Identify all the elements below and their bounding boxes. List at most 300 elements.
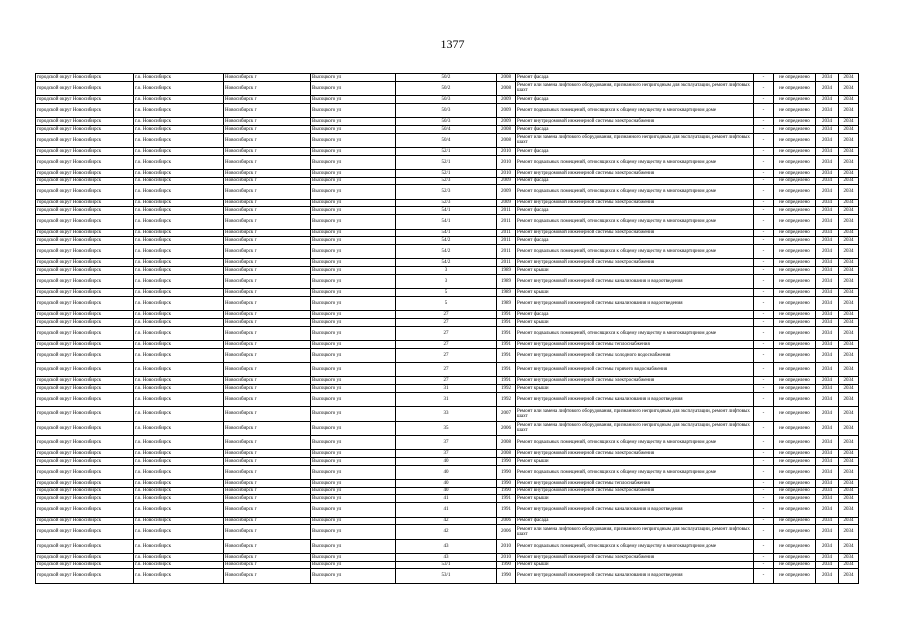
- house-cell: 50/3: [396, 103, 497, 117]
- page-number: 1377: [440, 37, 465, 51]
- municipality-cell: городской округ Новосибирск: [36, 118, 134, 126]
- street-cell: Высоцкого ул: [311, 96, 396, 104]
- end-year-cell: 2034: [839, 480, 859, 488]
- end-year-cell: 2034: [839, 81, 859, 95]
- house-cell: 54/2: [396, 244, 497, 258]
- municipality-cell: городской округ Новосибирск: [36, 480, 134, 488]
- work-type-cell: Ремонт внутридомовой инженерной системы канализования и водоотведения: [516, 274, 754, 288]
- method-cell: не определено: [774, 465, 816, 479]
- house-cell: 3: [396, 266, 497, 274]
- street-cell: Высоцкого ул: [311, 81, 396, 95]
- district-cell: г.о. Новосибирск: [134, 503, 224, 517]
- street-cell: Высоцкого ул: [311, 266, 396, 274]
- house-cell: 42: [396, 525, 497, 539]
- city-cell: Новосибирск г: [224, 487, 311, 495]
- end-year-cell: 2034: [839, 487, 859, 495]
- table-row: [36, 450, 859, 458]
- year-cell: 1992: [497, 392, 516, 406]
- method-cell: не определено: [774, 147, 816, 155]
- house-cell: 54/2: [396, 237, 497, 245]
- cost-cell: -: [754, 147, 774, 155]
- end-year-cell: 2034: [839, 170, 859, 178]
- start-year-cell: 2034: [816, 311, 839, 319]
- method-cell: не определено: [774, 96, 816, 104]
- table-row: [36, 81, 859, 95]
- street-cell: Высоцкого ул: [311, 326, 396, 340]
- street-cell: Высоцкого ул: [311, 385, 396, 393]
- end-year-cell: 2034: [839, 103, 859, 117]
- year-cell: 2010: [497, 554, 516, 562]
- work-type-cell: Ремонт внутридомовой инженерной системы теплоснабжения: [516, 480, 754, 488]
- cost-cell: -: [754, 480, 774, 488]
- city-cell: Новосибирск г: [224, 554, 311, 562]
- cost-cell: -: [754, 133, 774, 147]
- start-year-cell: 2034: [816, 525, 839, 539]
- cost-cell: -: [754, 259, 774, 267]
- cost-cell: -: [754, 155, 774, 169]
- method-cell: не определено: [774, 133, 816, 147]
- municipality-cell: городской округ Новосибирск: [36, 392, 134, 406]
- table-row: [36, 311, 859, 319]
- street-cell: Высоцкого ул: [311, 259, 396, 267]
- house-cell: 27: [396, 348, 497, 362]
- work-type-cell: Ремонт внутридомовой инженерной системы электроснабжения: [516, 259, 754, 267]
- work-type-cell: Ремонт внутридомовой инженерной системы электроснабжения: [516, 229, 754, 237]
- table-row: [36, 539, 859, 553]
- end-year-cell: 2034: [839, 147, 859, 155]
- city-cell: Новосибирск г: [224, 185, 311, 199]
- city-cell: Новосибирск г: [224, 435, 311, 449]
- cost-cell: -: [754, 377, 774, 385]
- district-cell: г.о. Новосибирск: [134, 133, 224, 147]
- street-cell: Высоцкого ул: [311, 495, 396, 503]
- start-year-cell: 2034: [816, 185, 839, 199]
- work-type-cell: Ремонт внутридомовой инженерной системы канализования и водоотведения: [516, 569, 754, 583]
- year-cell: 1989: [497, 266, 516, 274]
- end-year-cell: 2034: [839, 435, 859, 449]
- street-cell: Высоцкого ул: [311, 554, 396, 562]
- start-year-cell: 2034: [816, 326, 839, 340]
- municipality-cell: городской округ Новосибирск: [36, 421, 134, 435]
- municipality-cell: городской округ Новосибирск: [36, 266, 134, 274]
- end-year-cell: 2034: [839, 96, 859, 104]
- year-cell: 2008: [497, 435, 516, 449]
- method-cell: не определено: [774, 177, 816, 185]
- table-row: [36, 487, 859, 495]
- work-type-cell: Ремонт внутридомовой инженерной системы канализования и водоотведения: [516, 296, 754, 310]
- table-row: [36, 185, 859, 199]
- house-cell: 27: [396, 311, 497, 319]
- municipality-cell: городской округ Новосибирск: [36, 465, 134, 479]
- district-cell: г.о. Новосибирск: [134, 407, 224, 421]
- district-cell: г.о. Новосибирск: [134, 266, 224, 274]
- year-cell: 1991: [497, 377, 516, 385]
- municipality-cell: городской округ Новосибирск: [36, 385, 134, 393]
- year-cell: 2008: [497, 81, 516, 95]
- cost-cell: -: [754, 311, 774, 319]
- method-cell: не определено: [774, 458, 816, 466]
- city-cell: Новосибирск г: [224, 74, 311, 82]
- method-cell: не определено: [774, 103, 816, 117]
- work-type-cell: Ремонт внутридомовой инженерной системы канализования и водоотведения: [516, 392, 754, 406]
- municipality-cell: городской округ Новосибирск: [36, 155, 134, 169]
- year-cell: 1991: [497, 311, 516, 319]
- house-cell: 27: [396, 340, 497, 348]
- house-cell: 3: [396, 274, 497, 288]
- end-year-cell: 2034: [839, 503, 859, 517]
- work-type-cell: Ремонт внутридомовой инженерной системы электроснабжения: [516, 554, 754, 562]
- end-year-cell: 2034: [839, 311, 859, 319]
- work-type-cell: Ремонт подвальных помещений, относящихся к общему имуществу в многоквартирном доме: [516, 155, 754, 169]
- house-cell: 5: [396, 296, 497, 310]
- street-cell: Высоцкого ул: [311, 207, 396, 215]
- start-year-cell: 2034: [816, 199, 839, 207]
- cost-cell: -: [754, 458, 774, 466]
- table-row: [36, 96, 859, 104]
- district-cell: г.о. Новосибирск: [134, 118, 224, 126]
- year-cell: 1991: [497, 362, 516, 376]
- cost-cell: -: [754, 125, 774, 133]
- year-cell: 2011: [497, 207, 516, 215]
- city-cell: Новосибирск г: [224, 96, 311, 104]
- municipality-cell: городской округ Новосибирск: [36, 561, 134, 569]
- house-cell: 40: [396, 480, 497, 488]
- district-cell: г.о. Новосибирск: [134, 561, 224, 569]
- street-cell: Высоцкого ул: [311, 561, 396, 569]
- start-year-cell: 2034: [816, 435, 839, 449]
- end-year-cell: 2034: [839, 296, 859, 310]
- city-cell: Новосибирск г: [224, 561, 311, 569]
- table-row: [36, 503, 859, 517]
- house-cell: 27: [396, 326, 497, 340]
- work-type-cell: Ремонт крыши: [516, 289, 754, 297]
- year-cell: 1990: [497, 561, 516, 569]
- end-year-cell: 2034: [839, 539, 859, 553]
- end-year-cell: 2034: [839, 125, 859, 133]
- table-row: [36, 561, 859, 569]
- start-year-cell: 2034: [816, 450, 839, 458]
- district-cell: г.о. Новосибирск: [134, 458, 224, 466]
- cost-cell: -: [754, 385, 774, 393]
- street-cell: Высоцкого ул: [311, 237, 396, 245]
- method-cell: не определено: [774, 569, 816, 583]
- table-row: [36, 259, 859, 267]
- house-cell: 50/3: [396, 96, 497, 104]
- house-cell: 27: [396, 318, 497, 326]
- method-cell: не определено: [774, 539, 816, 553]
- method-cell: не определено: [774, 215, 816, 229]
- year-cell: 2007: [497, 407, 516, 421]
- municipality-cell: городской округ Новосибирск: [36, 554, 134, 562]
- year-cell: 2008: [497, 74, 516, 82]
- municipality-cell: городской округ Новосибирск: [36, 539, 134, 553]
- table-row: [36, 362, 859, 376]
- municipality-cell: городской округ Новосибирск: [36, 244, 134, 258]
- work-type-cell: Ремонт внутридомовой инженерной системы холодного водоснабжения: [516, 348, 754, 362]
- year-cell: 1989: [497, 296, 516, 310]
- year-cell: 2010: [497, 147, 516, 155]
- district-cell: г.о. Новосибирск: [134, 539, 224, 553]
- cost-cell: -: [754, 215, 774, 229]
- house-cell: 40: [396, 487, 497, 495]
- end-year-cell: 2034: [839, 348, 859, 362]
- cost-cell: -: [754, 517, 774, 525]
- work-type-cell: Ремонт внутридомовой инженерной системы электроснабжения: [516, 199, 754, 207]
- municipality-cell: городской округ Новосибирск: [36, 125, 134, 133]
- street-cell: Высоцкого ул: [311, 480, 396, 488]
- house-cell: 27: [396, 362, 497, 376]
- start-year-cell: 2034: [816, 539, 839, 553]
- cost-cell: -: [754, 503, 774, 517]
- work-type-cell: Ремонт внутридомовой инженерной системы электроснабжения: [516, 170, 754, 178]
- start-year-cell: 2034: [816, 103, 839, 117]
- municipality-cell: городской округ Новосибирск: [36, 503, 134, 517]
- district-cell: г.о. Новосибирск: [134, 450, 224, 458]
- table-row: [36, 465, 859, 479]
- house-cell: 53/1: [396, 569, 497, 583]
- street-cell: Высоцкого ул: [311, 450, 396, 458]
- street-cell: Высоцкого ул: [311, 133, 396, 147]
- cost-cell: -: [754, 340, 774, 348]
- district-cell: г.о. Новосибирск: [134, 259, 224, 267]
- street-cell: Высоцкого ул: [311, 244, 396, 258]
- work-type-cell: Ремонт подвальных помещений, относящихся к общему имуществу в многоквартирном доме: [516, 215, 754, 229]
- city-cell: Новосибирск г: [224, 503, 311, 517]
- table-row: [36, 125, 859, 133]
- municipality-cell: городской округ Новосибирск: [36, 340, 134, 348]
- method-cell: не определено: [774, 487, 816, 495]
- end-year-cell: 2034: [839, 177, 859, 185]
- table-row: [36, 74, 859, 82]
- street-cell: Высоцкого ул: [311, 525, 396, 539]
- district-cell: г.о. Новосибирск: [134, 340, 224, 348]
- city-cell: Новосибирск г: [224, 377, 311, 385]
- street-cell: Высоцкого ул: [311, 74, 396, 82]
- cost-cell: -: [754, 185, 774, 199]
- cost-cell: -: [754, 326, 774, 340]
- table-row: [36, 147, 859, 155]
- start-year-cell: 2034: [816, 289, 839, 297]
- method-cell: не определено: [774, 259, 816, 267]
- end-year-cell: 2034: [839, 155, 859, 169]
- year-cell: 1990: [497, 458, 516, 466]
- method-cell: не определено: [774, 348, 816, 362]
- house-cell: 33: [396, 407, 497, 421]
- street-cell: Высоцкого ул: [311, 274, 396, 288]
- cost-cell: -: [754, 118, 774, 126]
- street-cell: Высоцкого ул: [311, 377, 396, 385]
- house-cell: 41: [396, 495, 497, 503]
- year-cell: 1992: [497, 385, 516, 393]
- municipality-cell: городской округ Новосибирск: [36, 569, 134, 583]
- street-cell: Высоцкого ул: [311, 487, 396, 495]
- year-cell: 1991: [497, 326, 516, 340]
- district-cell: г.о. Новосибирск: [134, 465, 224, 479]
- city-cell: Новосибирск г: [224, 259, 311, 267]
- street-cell: Высоцкого ул: [311, 103, 396, 117]
- method-cell: не определено: [774, 362, 816, 376]
- city-cell: Новосибирск г: [224, 118, 311, 126]
- work-type-cell: Ремонт или замена лифтового оборудования, признанного непригодным для эксплуатации, ремонт лифтовых шахт: [516, 525, 754, 539]
- method-cell: не определено: [774, 118, 816, 126]
- year-cell: 1991: [497, 340, 516, 348]
- table-row: [36, 458, 859, 466]
- city-cell: Новосибирск г: [224, 326, 311, 340]
- table-row: [36, 133, 859, 147]
- district-cell: г.о. Новосибирск: [134, 147, 224, 155]
- district-cell: г.о. Новосибирск: [134, 237, 224, 245]
- municipality-cell: городской округ Новосибирск: [36, 458, 134, 466]
- table-row: [36, 289, 859, 297]
- district-cell: г.о. Новосибирск: [134, 289, 224, 297]
- table-row: [36, 348, 859, 362]
- work-type-cell: Ремонт внутридомовой инженерной системы электроснабжения: [516, 118, 754, 126]
- end-year-cell: 2034: [839, 561, 859, 569]
- district-cell: г.о. Новосибирск: [134, 525, 224, 539]
- city-cell: Новосибирск г: [224, 340, 311, 348]
- house-cell: 37: [396, 450, 497, 458]
- cost-cell: -: [754, 296, 774, 310]
- end-year-cell: 2034: [839, 237, 859, 245]
- end-year-cell: 2034: [839, 385, 859, 393]
- cost-cell: -: [754, 274, 774, 288]
- municipality-cell: городской округ Новосибирск: [36, 96, 134, 104]
- end-year-cell: 2034: [839, 215, 859, 229]
- table-row: [36, 495, 859, 503]
- work-type-cell: Ремонт подвальных помещений, относящихся к общему имуществу в многоквартирном доме: [516, 103, 754, 117]
- cost-cell: -: [754, 465, 774, 479]
- house-cell: 40: [396, 465, 497, 479]
- house-cell: 52/3: [396, 177, 497, 185]
- year-cell: 1991: [497, 318, 516, 326]
- city-cell: Новосибирск г: [224, 407, 311, 421]
- street-cell: Высоцкого ул: [311, 318, 396, 326]
- repair-schedule-table: [35, 73, 859, 584]
- cost-cell: -: [754, 554, 774, 562]
- start-year-cell: 2034: [816, 569, 839, 583]
- work-type-cell: Ремонт крыши: [516, 495, 754, 503]
- cost-cell: -: [754, 348, 774, 362]
- table-row: [36, 525, 859, 539]
- house-cell: 54/2: [396, 259, 497, 267]
- end-year-cell: 2034: [839, 450, 859, 458]
- table-row: [36, 118, 859, 126]
- end-year-cell: 2034: [839, 340, 859, 348]
- method-cell: не определено: [774, 407, 816, 421]
- city-cell: Новосибирск г: [224, 266, 311, 274]
- district-cell: г.о. Новосибирск: [134, 318, 224, 326]
- street-cell: Высоцкого ул: [311, 185, 396, 199]
- year-cell: 1990: [497, 569, 516, 583]
- city-cell: Новосибирск г: [224, 237, 311, 245]
- end-year-cell: 2034: [839, 525, 859, 539]
- start-year-cell: 2034: [816, 392, 839, 406]
- table-row: [36, 155, 859, 169]
- start-year-cell: 2034: [816, 296, 839, 310]
- end-year-cell: 2034: [839, 118, 859, 126]
- city-cell: Новосибирск г: [224, 525, 311, 539]
- street-cell: Высоцкого ул: [311, 503, 396, 517]
- city-cell: Новосибирск г: [224, 177, 311, 185]
- start-year-cell: 2034: [816, 362, 839, 376]
- municipality-cell: городской округ Новосибирск: [36, 133, 134, 147]
- district-cell: г.о. Новосибирск: [134, 362, 224, 376]
- method-cell: не определено: [774, 503, 816, 517]
- method-cell: не определено: [774, 525, 816, 539]
- table-row: [36, 103, 859, 117]
- municipality-cell: городской округ Новосибирск: [36, 259, 134, 267]
- end-year-cell: 2034: [839, 266, 859, 274]
- year-cell: 2006: [497, 421, 516, 435]
- start-year-cell: 2034: [816, 407, 839, 421]
- city-cell: Новосибирск г: [224, 348, 311, 362]
- start-year-cell: 2034: [816, 377, 839, 385]
- district-cell: г.о. Новосибирск: [134, 326, 224, 340]
- municipality-cell: городской округ Новосибирск: [36, 435, 134, 449]
- street-cell: Высоцкого ул: [311, 125, 396, 133]
- street-cell: Высоцкого ул: [311, 465, 396, 479]
- table-row: [36, 421, 859, 435]
- municipality-cell: городской округ Новосибирск: [36, 407, 134, 421]
- house-cell: 54/1: [396, 207, 497, 215]
- house-cell: 40: [396, 458, 497, 466]
- end-year-cell: 2034: [839, 458, 859, 466]
- cost-cell: -: [754, 96, 774, 104]
- table-row: [36, 318, 859, 326]
- end-year-cell: 2034: [839, 377, 859, 385]
- table-row: [36, 237, 859, 245]
- end-year-cell: 2034: [839, 465, 859, 479]
- table-row: [36, 215, 859, 229]
- start-year-cell: 2034: [816, 503, 839, 517]
- city-cell: Новосибирск г: [224, 199, 311, 207]
- district-cell: г.о. Новосибирск: [134, 215, 224, 229]
- house-cell: 31: [396, 392, 497, 406]
- cost-cell: -: [754, 237, 774, 245]
- method-cell: не определено: [774, 311, 816, 319]
- city-cell: Новосибирск г: [224, 170, 311, 178]
- work-type-cell: Ремонт фасада: [516, 237, 754, 245]
- work-type-cell: Ремонт фасада: [516, 74, 754, 82]
- work-type-cell: Ремонт внутридомовой инженерной системы теплоснабжения: [516, 340, 754, 348]
- house-cell: 52/3: [396, 199, 497, 207]
- house-cell: 54/1: [396, 215, 497, 229]
- method-cell: не определено: [774, 207, 816, 215]
- end-year-cell: 2034: [839, 392, 859, 406]
- work-type-cell: Ремонт фасада: [516, 517, 754, 525]
- method-cell: не определено: [774, 185, 816, 199]
- year-cell: 1990: [497, 465, 516, 479]
- street-cell: Высоцкого ул: [311, 289, 396, 297]
- method-cell: не определено: [774, 296, 816, 310]
- street-cell: Высоцкого ул: [311, 229, 396, 237]
- cost-cell: -: [754, 525, 774, 539]
- end-year-cell: 2034: [839, 185, 859, 199]
- street-cell: Высоцкого ул: [311, 177, 396, 185]
- street-cell: Высоцкого ул: [311, 421, 396, 435]
- city-cell: Новосибирск г: [224, 539, 311, 553]
- district-cell: г.о. Новосибирск: [134, 495, 224, 503]
- cost-cell: -: [754, 495, 774, 503]
- street-cell: Высоцкого ул: [311, 348, 396, 362]
- method-cell: не определено: [774, 155, 816, 169]
- table-row: [36, 229, 859, 237]
- method-cell: не определено: [774, 74, 816, 82]
- start-year-cell: 2034: [816, 118, 839, 126]
- municipality-cell: городской округ Новосибирск: [36, 170, 134, 178]
- year-cell: 1991: [497, 495, 516, 503]
- house-cell: 43: [396, 554, 497, 562]
